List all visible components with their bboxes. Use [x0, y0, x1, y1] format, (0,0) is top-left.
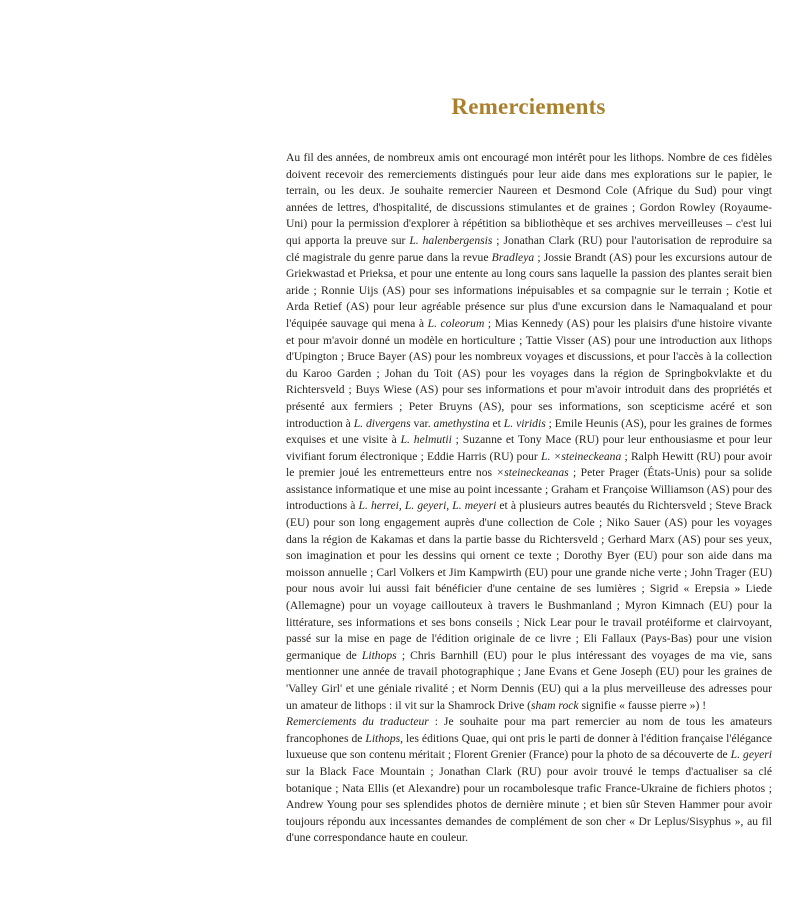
italic-text-run: L. viridis — [503, 416, 546, 430]
text-run: ; Jonathan Clark (RU) pour l'autorisation de reproduire sa clé magistrale du genre parue dans la revue — [286, 233, 772, 264]
italic-text-run: L. halenbergensis — [409, 233, 493, 247]
text-run: ; Mias Kennedy (AS) pour les plaisirs d'une histoire vivante et pour m'avoir donné un modèle en horticulture ; Tattie Visser (AS) pour une introduction aux lithops d'Upington ; Bruce Bayer (AS) pour les nombreux voyages et discussions, et pour l'accès à la collection du Karoo Garden ; Johan du Toit (AS) pour les voyages dans la région de Springbokvlakte et du Richtersveld ; Buys Wiese (AS) pour ses informations et pour m'avoir introduit dans des propriétés et présenté aux fermiers ; Peter Bruyns (AS), pour ses informations, son scepticisme acéré et son introduction à — [286, 316, 772, 430]
italic-text-run: Bradleya — [491, 250, 535, 264]
text-run: var. — [410, 416, 434, 430]
italic-text-run: L. coleorum — [427, 316, 485, 330]
acknowledgements-paragraph — [286, 150, 772, 714]
text-run: ; Emile Heunis (AS), pour les graines de formes exquises et une visite à — [286, 416, 773, 447]
italic-text-run: Remerciements du traducteur — [286, 715, 429, 729]
page-title: Remerciements — [451, 94, 606, 119]
text-run: sur la Black Face Mountain ; Jonathan Clark (RU) pour avoir trouvé le temps d'actualiser sa clé botanique ; Nata Ellis (et Alexandre) pour un rocambolesque trafic France-Ukraine de fichiers photos ; Andrew Young pour ses splendides photos de dernière minute ; et bien sûr Steven Hammer pour avoir toujours répondu aux incessantes demandes de complément de son cher « Dr Leplus/Sisyphus », au fil d'une correspondance haute en couleur. — [286, 764, 772, 845]
text-run: ; Ralph Hewitt (RU) pour avoir le premier joué les entremetteurs entre nos — [286, 449, 772, 480]
text-run: signifie « fausse pierre ») ! — [578, 698, 707, 712]
text-run: ; Suzanne et Tony Mace (RU) pour leur enthousiasme et pour leur vivifiant forum électronique ; Eddie Harris (RU) pour — [286, 433, 772, 463]
italic-text-run: ×steineckeanas — [496, 466, 569, 480]
italic-text-run: L. ×steineckeana — [541, 449, 622, 463]
text-run: ; Peter Prager (États-Unis) pour sa solide assistance informatique et une mise au point incessante ; Graham et Françoise Williamson (AS) pour des introductions à — [286, 466, 772, 513]
text-run: Au fil des années, de nombreux amis ont encouragé mon intérêt pour les lithops. Nombre de ces fidèles doivent recevoir des remerciements distingués pour leur aide dans mes explorations sur le papier, le terrain, ou les deux. Je souhaite remercier Naureen et Desmond Cole (Afrique du Sud) pour vingt années de lettres, d'hospitalité, de discussions stimulantes et de graines ; Gordon Rowley (Royaume-Uni) pour la permission d'explorer à répétition sa bibliothèque et ses archives merveilleuses – c'est lui qui apporta la preuve sur — [286, 151, 772, 247]
italic-text-run: L. divergens — [353, 416, 411, 430]
translator-acknowledgements-paragraph — [286, 714, 772, 847]
text-run: , les éditions Quae, qui ont pris le parti de donner à l'édition française l'élégance luxueuse que son contenu méritait ; Florent Grenier (France) pour la photo de sa découverte de — [286, 731, 772, 762]
italic-text-run: amethystina — [433, 416, 490, 430]
acknowledgements-body — [286, 150, 772, 847]
italic-text-run: L. herrei, L. geyeri, L. meyeri — [358, 499, 497, 513]
text-run: et à plusieurs autres beautés du Richtersveld ; Steve Brack (EU) pour son long engagement auprès d'une collection de Cole ; Niko Sauer (AS) pour les voyages dans la région de Kakamas et dans la partie basse du Richtersveld ; Gerhard Marx (AS) pour ses yeux, son imagination et pour les dessins qui ornent ce texte ; Dorothy Byer (EU) pour son aide dans ma moisson annuelle ; Carl Volkers et Jim Kampwirth (EU) pour une grande niche verte ; John Trager (EU) pour nous avoir lui aussi fait bénéficier d'une centaine de ses lumières ; Sigrid « Erepsia » Liede (Allemagne) pour un voyage caillouteux à travers le Bushmanland ; Myron Kimnach (EU) pour la littérature, ses informations et ses bons conseils ; Nick Lear pour le travail protéiforme et clairvoyant, passé sur la mise en page de l'édition originale de ce livre ; Eli Fallaux (Pays-Bas) pour une vision germanique de — [286, 499, 772, 662]
italic-text-run: Lithops — [365, 731, 401, 745]
text-run: et — [489, 416, 504, 430]
text-run: ; Chris Barnhill (EU) pour le plus intéressant des voyages de ma vie, sans mentionner une année de travail photographique ; Jane Evans et Gene Joseph (EU) pour les graines de 'Valley Girl' et une géniale rivalité ; et Norm Dennis (EU) qui a la plus merveilleuse des adresses pour un amateur de lithops : il vit sur la Shamrock Drive ( — [286, 648, 772, 712]
italic-text-run: sham rock — [531, 698, 579, 712]
text-run: ; Jossie Brandt (AS) pour les excursions autour de Griekwastad et Prieksa, et pour une entente au long cours sans laquelle la passion des plantes serait bien aride ; Ronnie Uijs (AS) pour ses informations inépuisables et sa compagnie sur le terrain ; Kotie et Arda Retief (AS) pour leur agréable présence sur plus d'une excursion dans le Namaqualand et pour l'équipée sauvage qui mena à — [286, 250, 772, 330]
italic-text-run: L. helmutii — [400, 433, 452, 447]
italic-text-run: Lithops — [361, 648, 397, 662]
text-run: : Je souhaite pour ma part remercier au nom de tous les amateurs francophones de — [286, 715, 772, 745]
italic-text-run: L. geyeri — [730, 748, 772, 762]
